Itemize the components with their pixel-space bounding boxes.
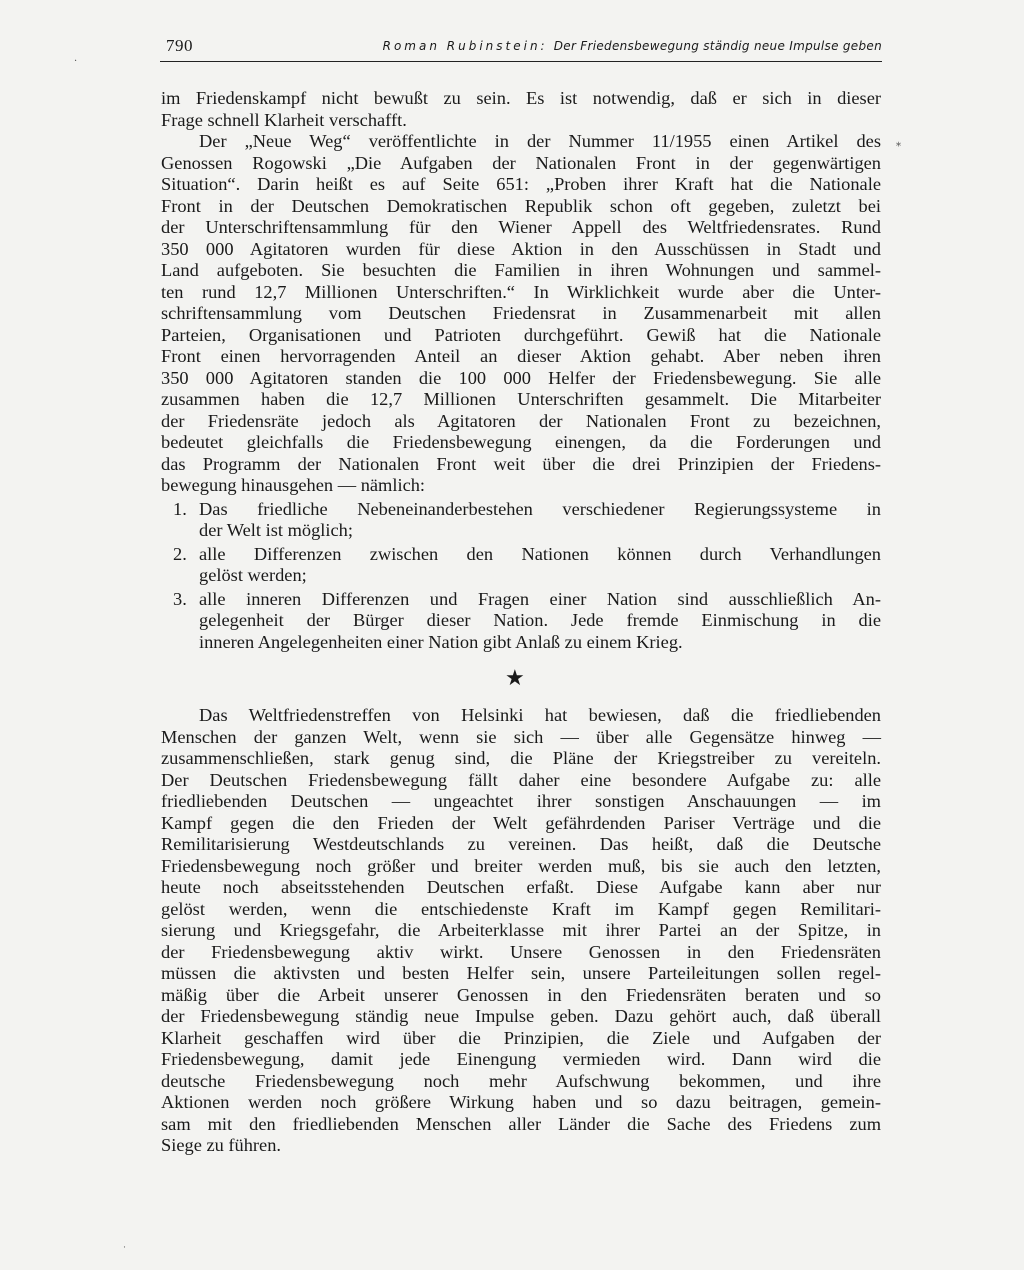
- text-line: Aktionen werden noch größere Wirkung haben und so dazu beitragen, gemein-: [161, 1092, 881, 1112]
- text-line: Siege zu führen.: [161, 1135, 282, 1155]
- text-line: Friedensbewegung, damit jede Einengung vermieden wird. Dann wird die: [161, 1049, 881, 1069]
- text-line: müssen die aktivsten und besten Helfer sein, unsere Parteileitungen sollen regel-: [161, 963, 881, 983]
- text-line: inneren Angelegenheiten einer Nation gibt Anlaß zu einem Krieg.: [199, 631, 683, 652]
- text-line: Genossen Rogowski „Die Aufgaben der Nationalen Front in der gegenwärtigen: [161, 152, 881, 173]
- scan-speck: ⁎: [896, 138, 901, 149]
- running-head-title: Der Friedensbewegung ständig neue Impulse geben: [553, 39, 882, 53]
- text-line: der Friedensräte jedoch als Agitatoren der Nationalen Front zu bezeichnen,: [161, 410, 881, 431]
- running-title: [383, 39, 882, 53]
- list-item: [161, 589, 881, 654]
- text-line: Land aufgeboten. Sie besuchten die Familien in ihren Wohnungen und sammel-: [161, 260, 881, 280]
- running-head-author: Roman Rubinstein:: [382, 39, 548, 53]
- text-line: sam mit den friedliebenden Menschen aller Länder die Sache des Friedens zum: [161, 1113, 881, 1134]
- text-line: 350 000 Agitatoren standen die 100 000 Helfer der Friedensbewegung. Sie alle: [161, 367, 881, 388]
- section-separator: [161, 653, 881, 705]
- text-line: bedeutet gleichfalls die Friedensbewegung einengen, da die Forderungen und: [161, 432, 881, 452]
- text-line: alle inneren Differenzen und Fragen einer Nation sind ausschließlich An-: [199, 588, 881, 609]
- text-line: gelöst werden, wenn die entschiedenste Kraft im Kampf gegen Remilitari-: [161, 898, 881, 919]
- text-line: Der „Neue Weg“ veröffentlichte in der Nummer 11/1955 einen Artikel des: [199, 131, 881, 151]
- text-line: der Welt ist möglich;: [199, 520, 353, 540]
- text-line: 350 000 Agitatoren wurden für diese Aktion in den Ausschüssen in Stadt und: [161, 238, 881, 259]
- star-separator-icon: ★: [505, 665, 525, 690]
- text-line: Das Weltfriedenstreffen von Helsinki hat bewiesen, daß die friedliebenden: [199, 705, 881, 725]
- text-line: Front in der Deutschen Demokratischen Republik schon oft gegeben, zuletzt bei: [161, 195, 881, 216]
- text-line: bewegung hinausgehen — nämlich:: [161, 475, 426, 495]
- text-line: deutsche Friedensbewegung noch mehr Aufschwung bekommen, und ihre: [161, 1070, 881, 1091]
- text-line: schriftensammlung vom Deutschen Friedensrat in Zusammenarbeit mit allen: [161, 303, 881, 323]
- text-line: Das friedliche Nebeneinanderbestehen verschiedener Regierungssysteme in: [199, 498, 881, 519]
- text-line: Der Deutschen Friedensbewegung fällt daher eine besondere Aufgabe zu: alle: [161, 769, 881, 790]
- text-line: das Programm der Nationalen Front weit über die drei Prinzipien der Friedens-: [161, 453, 881, 474]
- text-line: friedliebenden Deutschen — ungeachtet ihrer sonstigen Anschauungen — im: [161, 791, 881, 811]
- text-line: Frage schnell Klarheit verschafft.: [161, 109, 407, 130]
- text-line: der Friedensbewegung aktiv wirkt. Unsere Genossen in den Friedensräten: [161, 941, 881, 962]
- paragraph-neuer-weg: [161, 131, 881, 497]
- text-line: Remilitarisierung Westdeutschlands zu vereinen. Das heißt, daß die Deutsche: [161, 834, 881, 854]
- list-item: [161, 499, 881, 542]
- running-head: [160, 34, 882, 58]
- list-item: [161, 544, 881, 587]
- paragraph-continuation: [161, 88, 881, 131]
- text-line: der Friedensbewegung ständig neue Impulse geben. Dazu gehört auch, daß überall: [161, 1006, 881, 1026]
- text-line: im Friedenskampf nicht bewußt zu sein. Es ist notwendig, daß er sich in dieser: [161, 88, 881, 108]
- text-line: Menschen der ganzen Welt, wenn sie sich — über alle Gegensätze hinweg —: [161, 726, 881, 747]
- text-line: zusammenschließen, stark genug sind, die Pläne der Kriegstreiber zu vereiteln.: [161, 748, 881, 768]
- header-rule: [160, 61, 882, 62]
- list-number: 3.: [173, 588, 187, 609]
- text-line: gelegenheit der Bürger dieser Nation. Jede fremde Einmischung in die: [199, 610, 881, 630]
- text-line: Parteien, Organisationen und Patrioten durchgeführt. Gewiß hat die Nationale: [161, 324, 881, 345]
- list-number: 1.: [173, 498, 187, 519]
- scan-speck: ·: [74, 56, 78, 67]
- page-number: 790: [166, 36, 193, 55]
- paragraph-helsinki: [161, 705, 881, 1157]
- list-number: 2.: [173, 543, 187, 564]
- text-line: Klarheit geschaffen wird über die Prinzipien, die Ziele und Aufgaben der: [161, 1027, 881, 1048]
- text-line: Front einen hervorragenden Anteil an dieser Aktion gehabt. Aber neben ihren: [161, 346, 881, 366]
- article-body: [161, 88, 881, 1157]
- text-line: ten rund 12,7 Millionen Unterschriften.“ In Wirklichkeit wurde aber die Unter-: [161, 281, 881, 302]
- text-line: heute noch abseitsstehenden Deutschen erfaßt. Diese Aufgabe kann aber nur: [161, 877, 881, 897]
- scan-speck: ˙: [122, 1246, 127, 1257]
- text-line: zusammen haben die 12,7 Millionen Unterschriften gesammelt. Die Mitarbeiter: [161, 389, 881, 409]
- text-line: alle Differenzen zwischen den Nationen können durch Verhandlungen: [199, 543, 881, 564]
- text-line: Situation“. Darin heißt es auf Seite 651: „Proben ihrer Kraft hat die Nationale: [161, 174, 881, 194]
- text-line: der Unterschriftensammlung für den Wiener Appell des Weltfriedensrates. Rund: [161, 217, 881, 237]
- text-line: sierung und Kriegsgefahr, die Arbeiterklasse mit ihrer Partei an der Spitze, in: [161, 920, 881, 940]
- text-line: Friedensbewegung noch größer und breiter werden muß, bis sie auch den letzten,: [161, 855, 881, 876]
- text-line: gelöst werden;: [199, 565, 307, 585]
- text-line: Kampf gegen die den Frieden der Welt gefährdenden Pariser Verträge und die: [161, 812, 881, 833]
- text-line: mäßig über die Arbeit unserer Genossen in den Friedensräten beraten und so: [161, 984, 881, 1005]
